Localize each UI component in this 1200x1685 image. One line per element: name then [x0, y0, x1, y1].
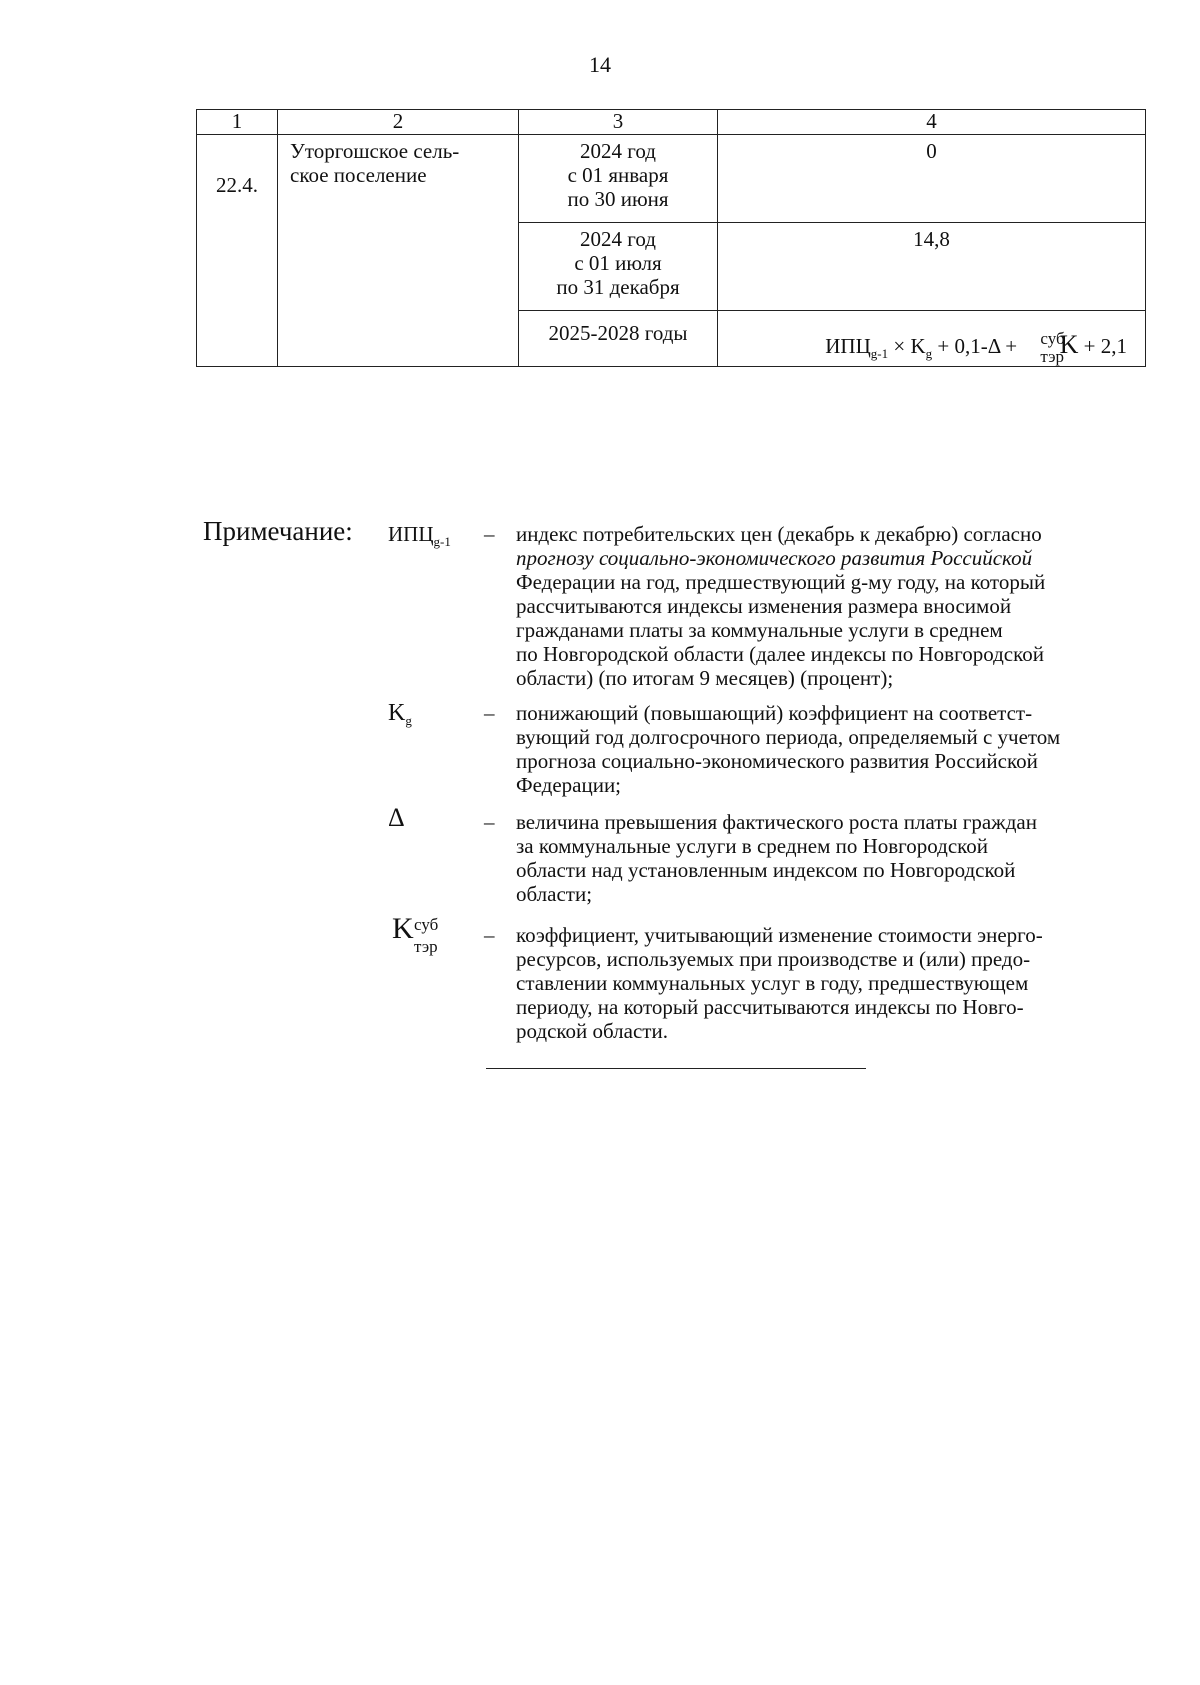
description-italic: прогнозу социально-экономического развития Российской [516, 546, 1033, 570]
description-line: величина превышения фактического роста платы граждан [516, 810, 1037, 834]
symbol-main: ИПЦ [388, 522, 434, 546]
settlement-name-line: ское поселение [290, 163, 427, 187]
note-label: Примечание: [203, 516, 353, 546]
period-line: 2025-2028 годы [548, 321, 688, 345]
period-line: 2024 год [580, 227, 656, 251]
formula-times-k: × K [888, 334, 926, 358]
table-row [197, 135, 1146, 223]
symbol-sup: суб [414, 915, 439, 934]
description-line: за коммунальные услуги в среднем по Новгородской [516, 834, 989, 858]
note-symbol [388, 803, 405, 832]
header-col-4: 4 [718, 110, 1146, 135]
note-dash: – [484, 522, 495, 546]
formula-k-sub: тэр [1040, 347, 1065, 366]
tariff-table [196, 109, 1146, 367]
description-line [516, 546, 1131, 570]
period-cell [519, 223, 718, 311]
period-line: 2024 год [580, 139, 656, 163]
description-line: прогноза социально-экономического развития Российской [516, 749, 1038, 773]
description-line: области; [516, 882, 593, 906]
description-line: Федерации; [516, 773, 622, 797]
index-value: 14,8 [718, 223, 1146, 311]
description-line: Федерации на год, предшествующий g-му году, на который [516, 570, 1046, 594]
formula-middle: + 0,1-Δ + [932, 334, 1018, 358]
period-line: по 31 декабря [556, 275, 680, 299]
formula-ipc-sub: g-1 [870, 346, 889, 361]
note-description [516, 923, 1131, 1043]
period-line: по 30 июня [567, 187, 669, 211]
note-dash: – [484, 701, 495, 725]
symbol-sub: g [405, 713, 412, 728]
note-description [516, 522, 1131, 690]
formula-k-letter: K [1059, 330, 1079, 359]
description-line: коэффициент, учитывающий изменение стоимости энерго- [516, 923, 1043, 947]
note-symbol [388, 522, 451, 554]
description-line: ресурсов, используемых при производстве и (или) предо- [516, 947, 1031, 971]
row-number: 22.4. [197, 135, 278, 367]
formula-kg-sub: g [925, 346, 933, 361]
description-line: понижающий (повышающий) коэффициент на соответст- [516, 701, 1033, 725]
symbol-main: K [388, 700, 406, 726]
period-cell [519, 135, 718, 223]
symbol-main: K [392, 912, 414, 945]
description-line: ставлении коммунальных услуг в году, предшествующем [516, 971, 1029, 995]
note-description [516, 810, 1131, 906]
settlement-name [278, 135, 519, 367]
formula-ipc: ИПЦ [825, 334, 871, 358]
header-col-3: 3 [519, 110, 718, 135]
formula-tail: + 2,1 [1078, 334, 1127, 358]
symbol-main: Δ [388, 803, 405, 832]
period-line: с 01 января [567, 163, 669, 187]
header-col-2: 2 [278, 110, 519, 135]
note-dash: – [484, 810, 495, 834]
header-col-1: 1 [197, 110, 278, 135]
description-line: индекс потребительских цен (декабрь к декабрю) согласно [516, 522, 1042, 546]
index-formula [718, 311, 1146, 367]
settlement-name-line: Уторгошское сель- [290, 139, 460, 163]
note-symbol [392, 912, 452, 956]
bottom-rule [486, 1068, 866, 1069]
period-line: с 01 июля [574, 251, 662, 275]
description-line: области над установленным индексом по Новгородской [516, 858, 1016, 882]
period-cell [519, 311, 718, 367]
index-value: 0 [718, 135, 1146, 223]
page-number: 14 [589, 52, 611, 77]
symbol-sub: тэр [414, 937, 438, 956]
note-dash: – [484, 923, 495, 947]
description-line: рассчитываются индексы изменения размера вносимой [516, 594, 1012, 618]
note-symbol [388, 701, 412, 733]
description-line: вующий год долгосрочного периода, определяемый с учетом [516, 725, 1061, 749]
description-line: периоду, на который рассчитываются индексы по Новго- [516, 995, 1024, 1019]
description-line: по Новгородской области (далее индексы по Новгородской [516, 642, 1044, 666]
description-line: области) (по итогам 9 месяцев) (процент); [516, 666, 894, 690]
note-description [516, 701, 1131, 797]
formula-k-sup: суб [1040, 329, 1065, 348]
formula-k-ter [1022, 329, 1079, 366]
table-header-row [197, 110, 1146, 135]
symbol-sub: g-1 [433, 534, 451, 549]
description-line: родской области. [516, 1019, 668, 1043]
description-line: гражданами платы за коммунальные услуги в среднем [516, 618, 1003, 642]
